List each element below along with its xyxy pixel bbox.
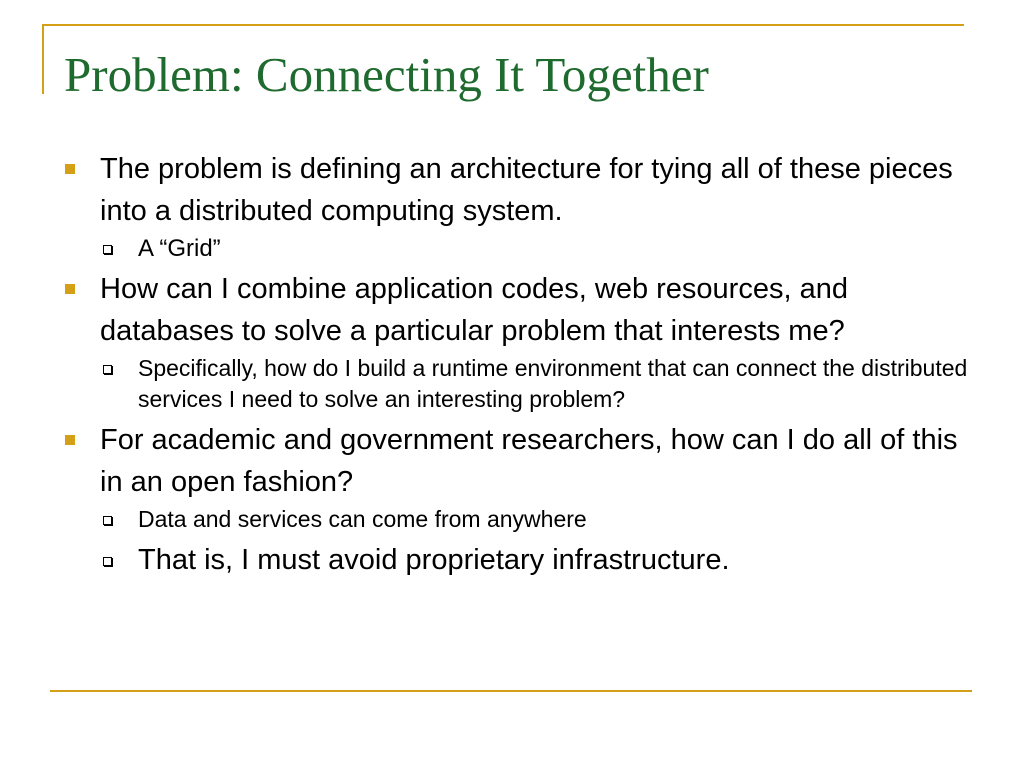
hollow-square-bullet-icon [103,516,112,525]
hollow-square-bullet-icon [103,557,112,566]
sub-bullet-item-3-1 [58,504,978,535]
bullet-text-1: The problem is defining an architecture for tying all of these pieces into a distributed computing system. [100,153,953,227]
slide-title: Problem: Connecting It Together [64,47,709,102]
bullet-item-3 [58,419,978,503]
bullet-text-3: For academic and government researchers, how can I do all of this in an open fashion? [100,424,958,498]
bullet-text-2: How can I combine application codes, web resources, and databases to solve a particular problem that interests me? [100,273,848,347]
bullet-item-1 [58,148,978,232]
title-frame-left-line [42,24,44,94]
sub-bullet-item-3-2 [58,539,978,581]
square-bullet-icon [65,164,75,174]
hollow-square-bullet-icon [103,365,112,374]
footer-divider-line [50,690,972,692]
sub-bullet-item-2-1 [58,353,978,415]
title-frame-top-line [42,24,964,26]
sub-bullet-text-3-1: Data and services can come from anywhere [138,506,587,532]
square-bullet-icon [65,284,75,294]
bullet-item-2 [58,268,978,352]
sub-bullet-text-2-1: Specifically, how do I build a runtime environment that can connect the distributed services I need to solve an interesting problem? [138,355,968,412]
sub-bullet-text-1-1: A “Grid” [138,235,221,262]
hollow-square-bullet-icon [103,245,112,254]
sub-bullet-item-1-1 [58,233,978,264]
sub-bullet-text-3-2: That is, I must avoid proprietary infrastructure. [138,544,730,576]
bullet-list [58,148,978,585]
square-bullet-icon [65,435,75,445]
